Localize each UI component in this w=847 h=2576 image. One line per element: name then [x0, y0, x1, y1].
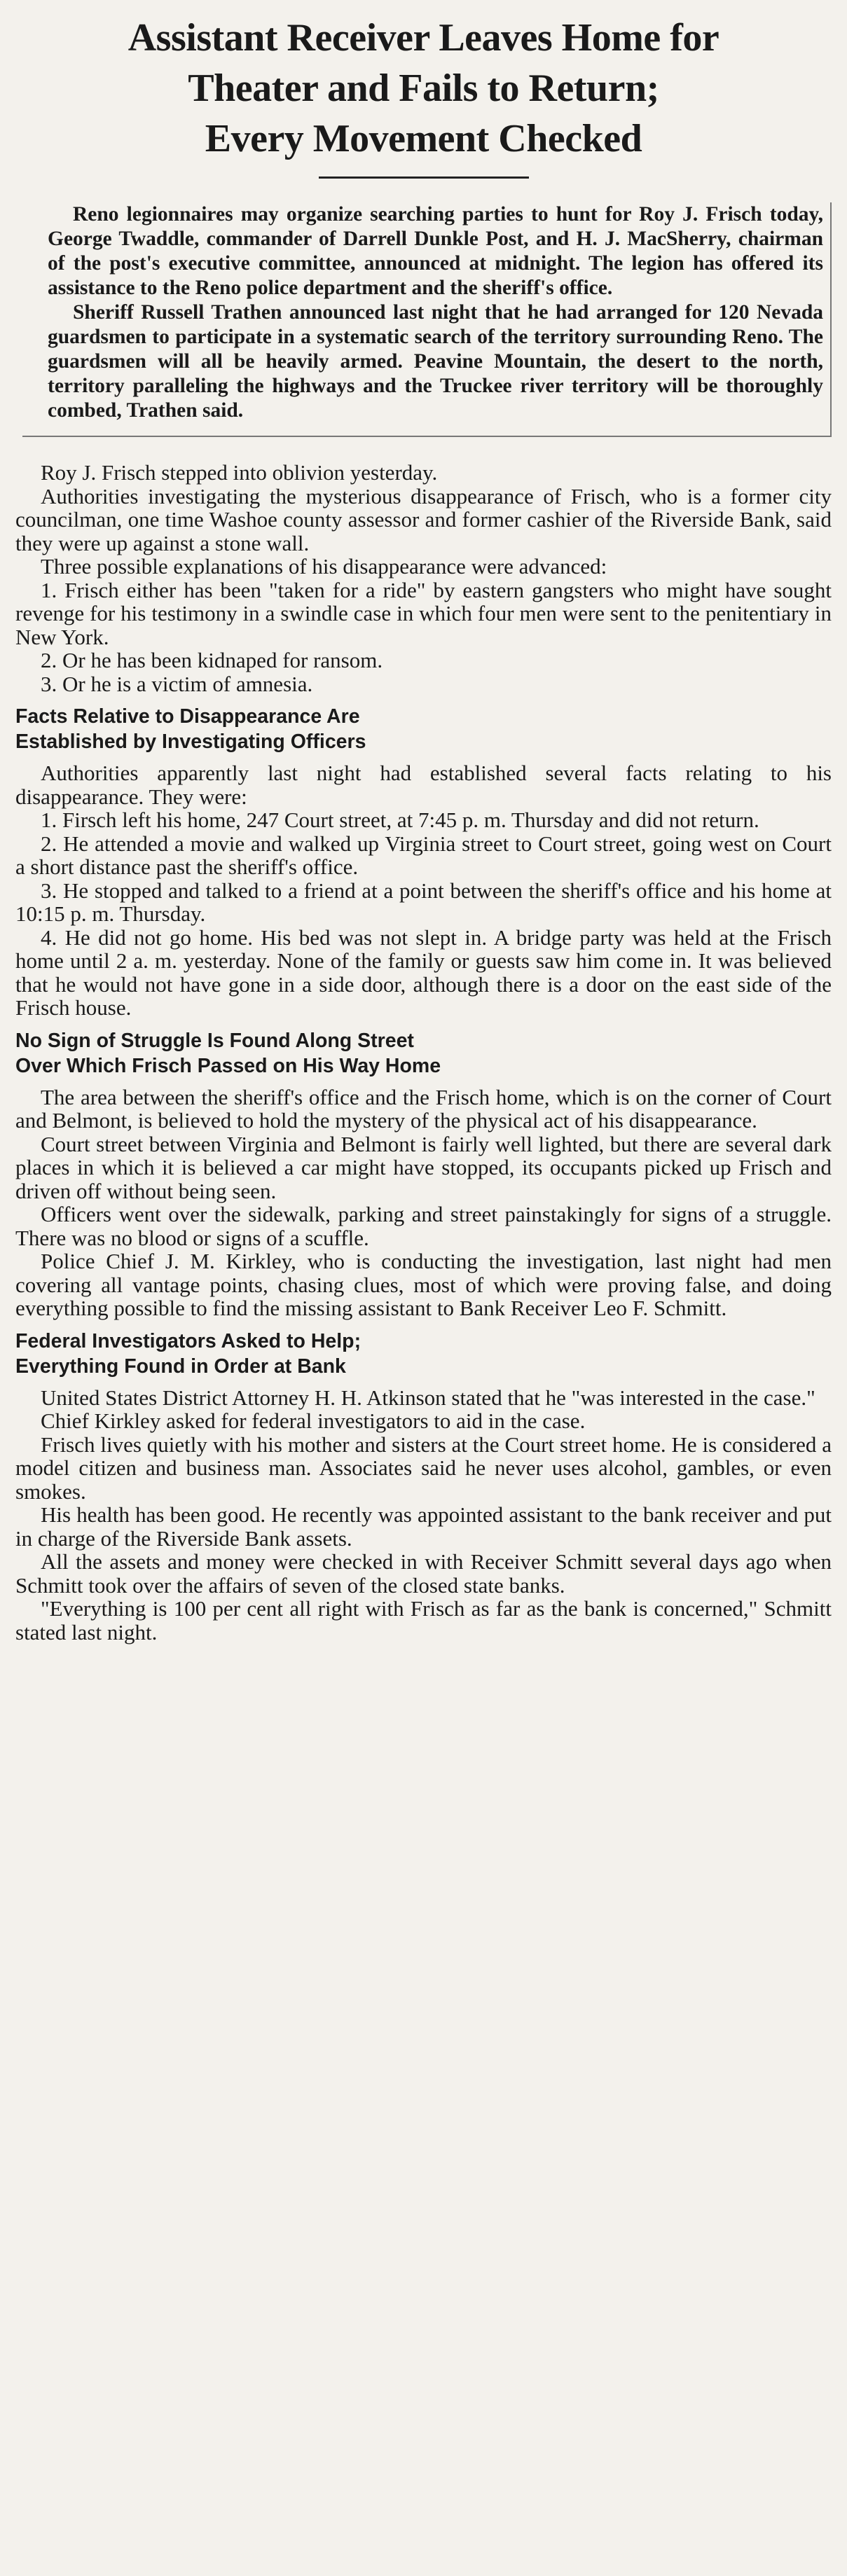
fact-item: 2. He attended a movie and walked up Virginia street to Court street, going west on Court a short distance past the sheriff's office.: [15, 831, 832, 879]
body-paragraph: Police Chief J. M. Kirkley, who is conducting the investigation, last night had men covering all vantage points, chasing clues, most of which were proving false, and doing everything possible to find the missing assistant to Bank Receiver Leo F. Schmitt.: [15, 1249, 832, 1320]
subhead-line: No Sign of Struggle Is Found Along Street: [15, 1029, 414, 1052]
subhead-line: Established by Investigating Officers: [15, 730, 366, 753]
subhead-line: Everything Found in Order at Bank: [15, 1355, 346, 1378]
lead-paragraph: Sheriff Russell Trathen announced last night that he had arranged for 120 Nevada guardsmen to participate in a systematic search of the territory surrounding Reno. The guardsmen will all be heavily armed. Peavine Mountain, the desert to the north, territory paralleling the highways and the Truckee river territory will be thoroughly combed, Trathen said.: [48, 301, 823, 422]
facts-section: [15, 704, 832, 1020]
body-paragraph: Chief Kirkley asked for federal investigators to aid in the case.: [41, 1408, 586, 1433]
fact-item: 4. He did not go home. His bed was not slept in. A bridge party was held at the Frisch home until 2 a. m. yesterday. None of the family or guests saw him come in. It was believed that he would not have gone in a side door, although there is a door on the east side of the Frisch house.: [15, 925, 832, 1020]
subhead-line: Over Which Frisch Passed on His Way Home: [15, 1054, 441, 1077]
body-paragraph: Authorities investigating the mysterious disappearance of Frisch, who is a former city councilman, one time Washoe county assessor and former cashier of the Riverside Bank, said they were up against a stone wall.: [15, 483, 832, 555]
explanation-item: 1. Frisch either has been "taken for a ride" by eastern gangsters who might have sought revenge for his testimony in a swindle case in which four men were sent to the penitentiary in New York.: [15, 577, 832, 649]
body-paragraph: Roy J. Frisch stepped into oblivion yesterday.: [41, 460, 438, 485]
body-paragraph: Authorities apparently last night had established several facts relating to his disappearance. They were:: [15, 761, 832, 809]
section-subhead: [15, 1329, 832, 1379]
body-paragraph: The area between the sheriff's office and the Frisch home, which is on the corner of Court and Belmont, is believed to hold the mystery of the physical act of his disappearance.: [15, 1084, 832, 1133]
headline-line: Assistant Receiver Leaves Home for: [128, 16, 719, 60]
struggle-section: [15, 1028, 832, 1320]
fact-item: 1. Firsch left his home, 247 Court street, at 7:45 p. m. Thursday and did not return.: [41, 808, 759, 832]
subhead-line: Facts Relative to Disappearance Are: [15, 705, 360, 728]
explanation-item: 2. Or he has been kidnaped for ransom.: [41, 648, 383, 672]
section-subhead: [15, 704, 832, 754]
section-subhead: [15, 1028, 832, 1079]
fact-item: 3. He stopped and talked to a friend at a point between the sheriff's office and his home at 10:15 p. m. Thursday.: [15, 878, 832, 926]
lead-paragraph: Reno legionnaires may organize searching parties to hunt for Roy J. Frisch today, George Twaddle, commander of Darrell Dunkle Post, and H. J. MacSherry, chairman of the post's executive committee, announced at midnight. The legion has offered its assistance to the Reno police department and the sheriff's office.: [48, 203, 823, 299]
subhead-line: Federal Investigators Asked to Help;: [15, 1329, 361, 1352]
body-paragraph: All the assets and money were checked in with Receiver Schmitt several days ago when Schmitt took over the affairs of seven of the closed state banks.: [15, 1549, 832, 1598]
body-paragraph: Officers went over the sidewalk, parking and street painstakingly for signs of a struggle. There was no blood or signs of a scuffle.: [15, 1202, 832, 1250]
headline: [15, 13, 832, 164]
federal-section: [15, 1329, 832, 1644]
body-paragraph: His health has been good. He recently was appointed assistant to the bank receiver and put in charge of the Riverside Bank assets.: [15, 1502, 832, 1551]
headline-line: Every Movement Checked: [205, 117, 642, 160]
body-paragraph: United States District Attorney H. H. Atkinson stated that he "was interested in the case.": [41, 1385, 815, 1410]
lead-bulletin: [22, 202, 832, 437]
body-paragraph: Three possible explanations of his disappearance were advanced:: [41, 554, 607, 579]
explanation-item: 3. Or he is a victim of amnesia.: [41, 671, 313, 696]
headline-divider: [319, 176, 529, 179]
body-paragraph: Frisch lives quietly with his mother and sisters at the Court street home. He is considered a model citizen and business man. Associates said he never uses alcohol, gambles, or even smokes.: [15, 1432, 832, 1504]
intro-section: [15, 461, 832, 695]
body-paragraph: "Everything is 100 per cent all right with Frisch as far as the bank is concerned," Schmitt stated last night.: [15, 1596, 832, 1644]
headline-line: Theater and Fails to Return;: [188, 67, 659, 110]
body-paragraph: Court street between Virginia and Belmont is fairly well lighted, but there are several dark places in which it is believed a car might have stopped, its occupants picked up Frisch and driven off without being seen.: [15, 1131, 832, 1203]
